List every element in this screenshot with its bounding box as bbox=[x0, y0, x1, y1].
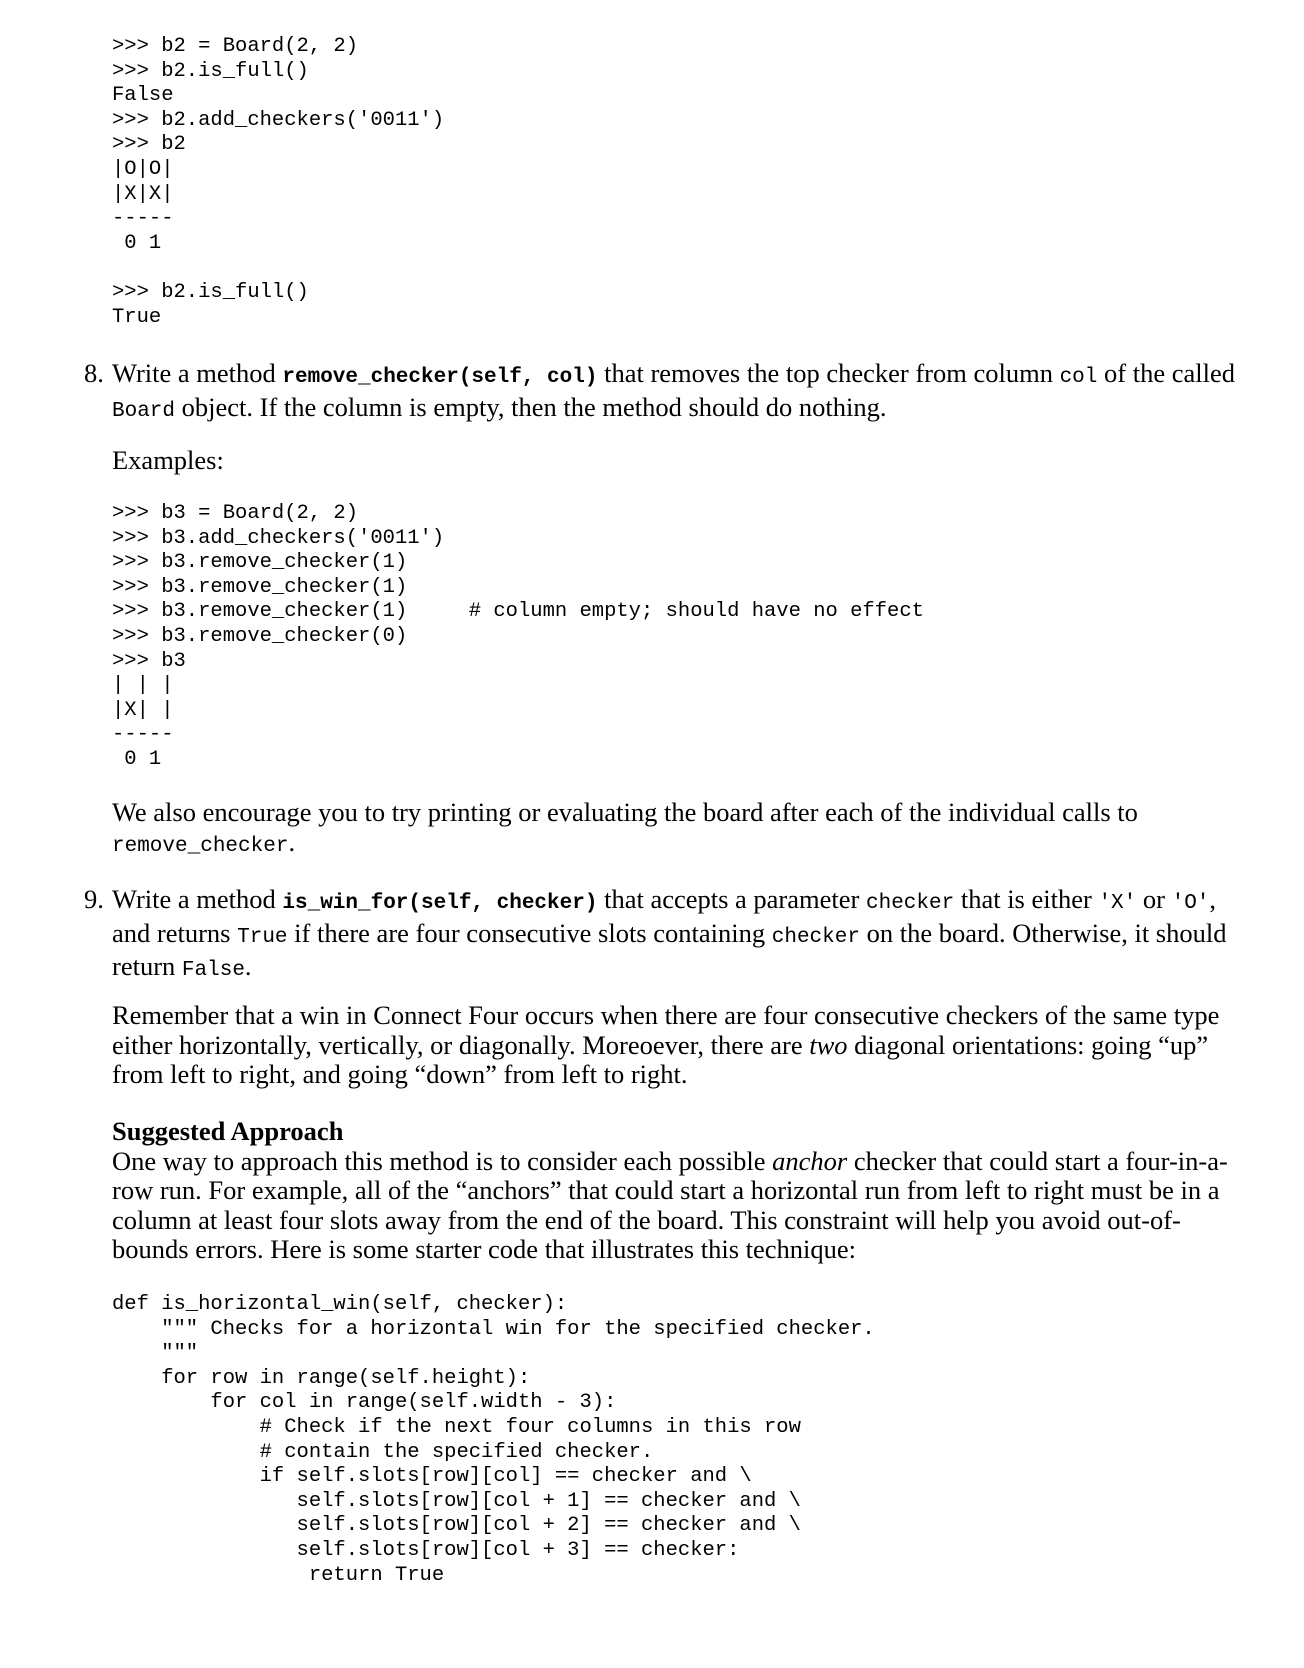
question-8 bbox=[84, 359, 1244, 426]
code-line: True bbox=[112, 305, 162, 329]
code-line: def is_horizontal_win(self, checker): bbox=[112, 1293, 568, 1316]
code-line: """ Checks for a horizontal win for the specified checker. bbox=[112, 1317, 875, 1341]
code-line: self.slots[row][col + 1] == checker and \ bbox=[112, 1489, 801, 1513]
code-line: >>> b3 = Board(2, 2) bbox=[112, 502, 359, 525]
code-line: |X| | bbox=[112, 698, 174, 722]
starter-code bbox=[112, 1293, 875, 1588]
question-number: 9. bbox=[84, 884, 104, 914]
code-line: ----- bbox=[112, 207, 174, 231]
code-line: False bbox=[112, 84, 174, 108]
remember-paragraph: Remember that a win in Connect Four occurs when there are four consecutive checkers of the same type either horizontally, vertically, or diagonally. Moreoever, there are two diagonal orientations: going “up” from left to right, and going “down” from left to right. bbox=[112, 1000, 1220, 1089]
code-line: >>> b3.add_checkers('0011') bbox=[112, 526, 445, 550]
code-line: >>> b2.is_full() bbox=[112, 280, 309, 304]
code-line: >>> b2 bbox=[112, 133, 186, 157]
method-signature: remove_checker(self, col) bbox=[282, 366, 598, 389]
code-line: >>> b3 bbox=[112, 649, 186, 673]
code-example-b3 bbox=[112, 502, 924, 773]
code-line: 0 1 bbox=[112, 231, 162, 255]
code-line: ----- bbox=[112, 723, 174, 747]
suggested-approach: Suggested Approach One way to approach this method is to consider each possible anchor checker that could start a four-in-a-row run. For example, all of the “anchors” that could start a horizontal run from left to right must be in a column at least four slots away from the end of the board. This constraint will help you avoid out-of-bounds errors. Here is some starter code that illustrates this technique: bbox=[112, 1117, 1244, 1265]
question-9 bbox=[84, 885, 1244, 986]
code-line: 0 1 bbox=[112, 747, 162, 771]
code-line: self.slots[row][col + 2] == checker and \ bbox=[112, 1514, 801, 1538]
code-line: for col in range(self.width - 3): bbox=[112, 1391, 617, 1415]
code-line: # contain the specified checker. bbox=[112, 1440, 654, 1464]
code-line: self.slots[row][col + 3] == checker: bbox=[112, 1538, 740, 1562]
code-line: |X|X| bbox=[112, 182, 174, 206]
method-signature: is_win_for(self, checker) bbox=[282, 892, 598, 915]
code-line: """ bbox=[112, 1342, 199, 1366]
code-line: >>> b2 = Board(2, 2) bbox=[112, 35, 359, 58]
code-line: if self.slots[row][col] == checker and \ bbox=[112, 1465, 752, 1489]
code-line: | | | bbox=[112, 674, 174, 698]
section-heading: Suggested Approach bbox=[112, 1116, 344, 1146]
code-line: >>> b3.remove_checker(1) # column empty; should have no effect bbox=[112, 600, 924, 624]
question-text: Write a method is_win_for(self, checker) that accepts a parameter checker that is either 'X' or 'O', and returns True if there are four consecutive slots containing checker on the board. Otherwise, it should return False. bbox=[112, 884, 1227, 982]
code-line: >>> b2.is_full() bbox=[112, 59, 309, 83]
code-example-b2 bbox=[112, 35, 444, 330]
code-line: |O|O| bbox=[112, 157, 174, 181]
question-text: Write a method remove_checker(self, col) that removes the top checker from column col of the called Board object. If the column is empty, then the method should do nothing. bbox=[112, 358, 1235, 423]
code-line: # Check if the next four columns in this row bbox=[112, 1415, 801, 1439]
code-line: >>> b3.remove_checker(1) bbox=[112, 551, 408, 575]
code-line: >>> b3.remove_checker(0) bbox=[112, 624, 408, 648]
code-line: for row in range(self.height): bbox=[112, 1366, 531, 1390]
question-number: 8. bbox=[84, 358, 104, 388]
examples-label: Examples: bbox=[112, 445, 224, 475]
code-line: >>> b2.add_checkers('0011') bbox=[112, 108, 445, 132]
code-line: return True bbox=[112, 1563, 445, 1587]
code-line bbox=[112, 256, 444, 281]
code-line: >>> b3.remove_checker(1) bbox=[112, 575, 408, 599]
encourage-paragraph: We also encourage you to try printing or evaluating the board after each of the individual calls to remove_checker. bbox=[112, 797, 1138, 858]
